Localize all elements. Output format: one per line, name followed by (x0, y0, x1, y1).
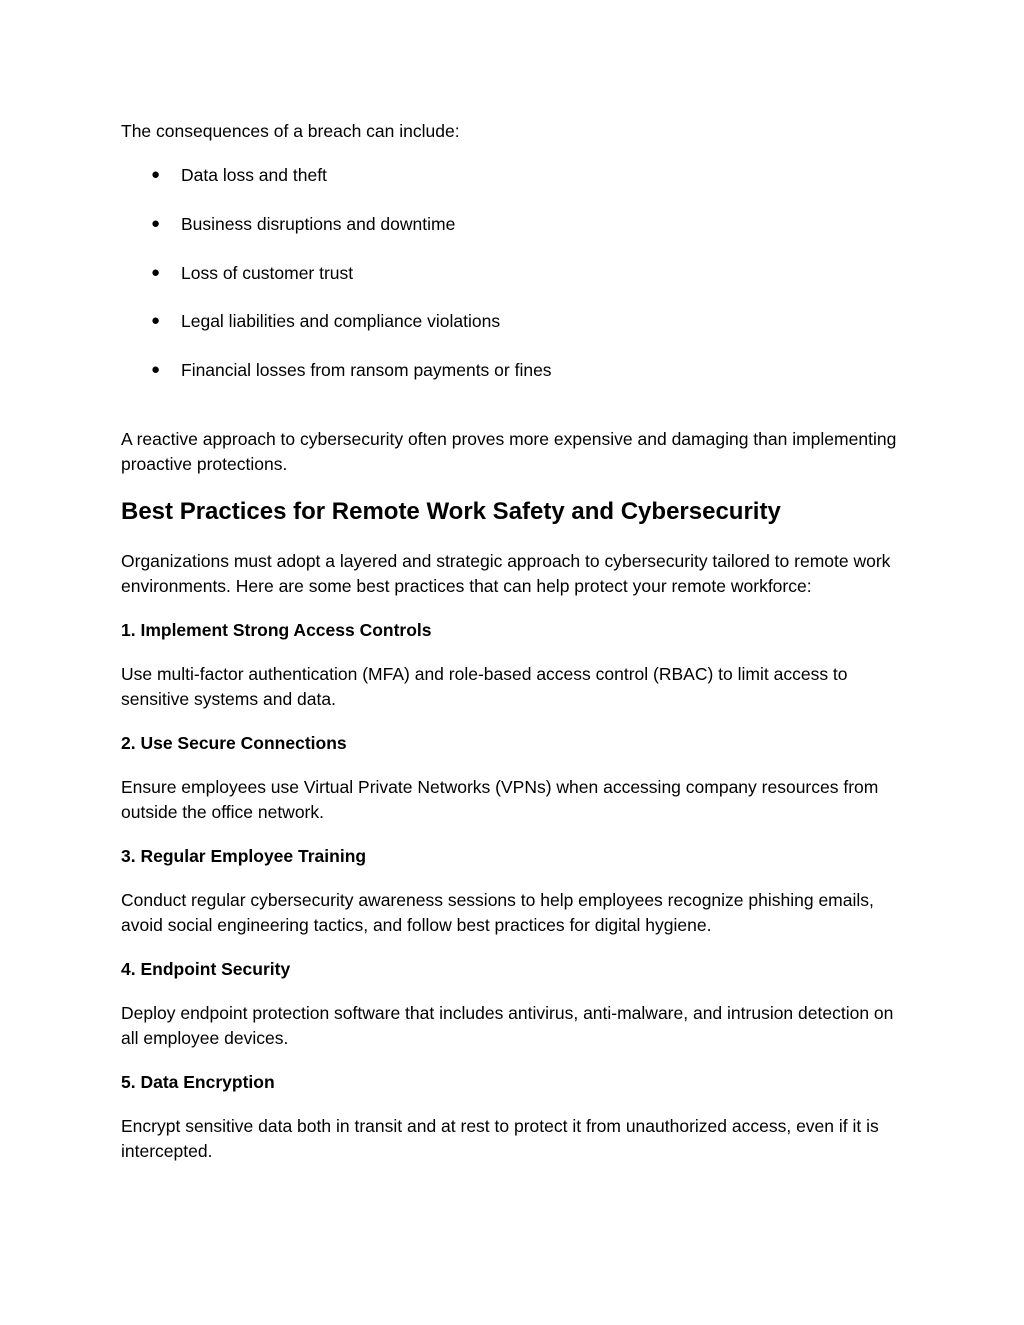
list-item-text: Loss of customer trust (181, 262, 354, 283)
consequences-list (121, 163, 911, 407)
list-item (121, 309, 911, 358)
list-item-text: Financial losses from ransom payments or fines (181, 360, 552, 381)
bullet-icon: ● (151, 361, 161, 379)
practice-body-endpoint-security: Deploy endpoint protection software that includes antivirus, anti-malware, and intrusion detection on all employee devices. (121, 1003, 894, 1048)
bullet-icon: ● (151, 263, 161, 281)
practice-heading-access-controls: 1. Implement Strong Access Controls (121, 620, 432, 640)
list-item (121, 163, 911, 212)
list-item (121, 358, 911, 407)
reactive-paragraph: A reactive approach to cybersecurity often proves more expensive and damaging than implementing proactive protections. (121, 429, 897, 474)
bullet-icon: ● (151, 312, 161, 330)
list-item (121, 261, 911, 310)
intro-paragraph: The consequences of a breach can include: (121, 121, 460, 141)
list-item (121, 212, 911, 261)
list-item-text: Legal liabilities and compliance violations (181, 311, 501, 332)
section-heading: Best Practices for Remote Work Safety and Cybersecurity (121, 498, 781, 525)
list-item-text: Business disruptions and downtime (181, 213, 456, 234)
bullet-icon: ● (151, 166, 161, 183)
practice-body-access-controls: Use multi-factor authentication (MFA) and role-based access control (RBAC) to limit access to sensitive systems and data. (121, 664, 848, 709)
practice-heading-secure-connections: 2. Use Secure Connections (121, 733, 347, 753)
section-intro-paragraph: Organizations must adopt a layered and strategic approach to cybersecurity tailored to remote work environments. Here are some best practices that can help protect your remote workforce: (121, 551, 891, 596)
practice-body-secure-connections: Ensure employees use Virtual Private Networks (VPNs) when accessing company resources from outside the office network. (121, 777, 879, 822)
practice-heading-employee-training: 3. Regular Employee Training (121, 846, 367, 866)
practice-body-data-encryption: Encrypt sensitive data both in transit and at rest to protect it from unauthorized access, even if it is intercepted. (121, 1116, 879, 1161)
list-item-text: Data loss and theft (181, 165, 327, 185)
practice-heading-data-encryption: 5. Data Encryption (121, 1072, 275, 1092)
bullet-icon: ● (151, 214, 161, 232)
practice-heading-endpoint-security: 4. Endpoint Security (121, 959, 291, 979)
practice-body-employee-training: Conduct regular cybersecurity awareness sessions to help employees recognize phishing emails, avoid social engineering tactics, and follow best practices for digital hygiene. (121, 890, 874, 935)
